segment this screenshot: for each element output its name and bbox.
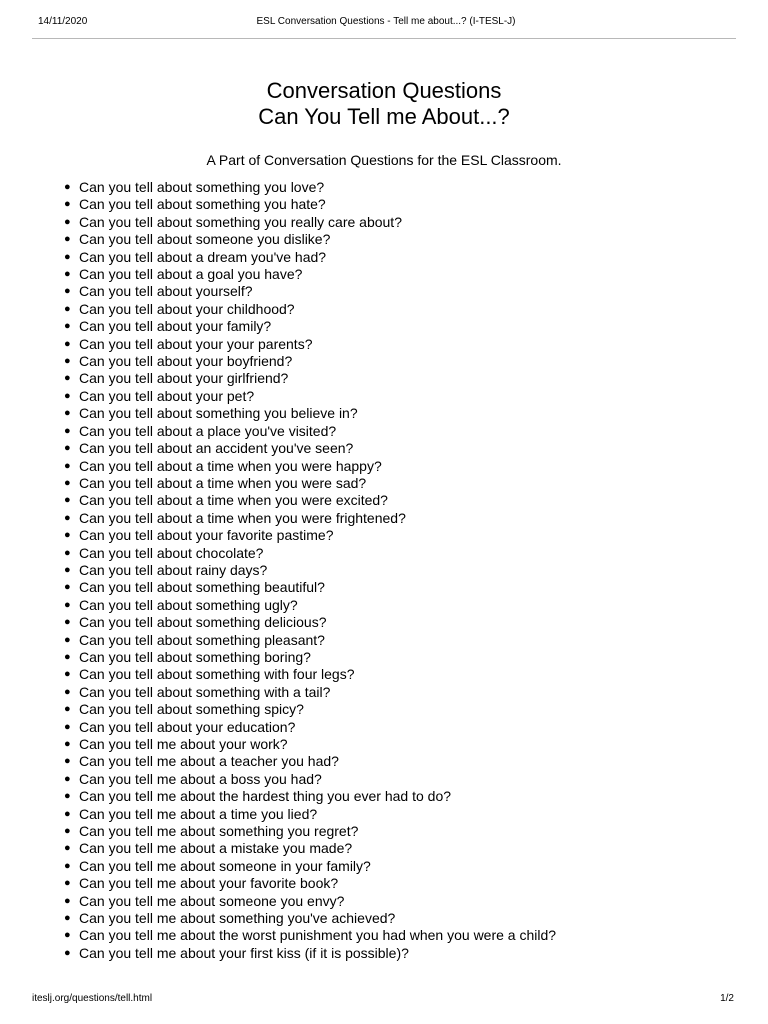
question-text: Can you tell about your girlfriend? xyxy=(79,370,289,387)
list-item xyxy=(64,231,768,248)
question-text: Can you tell me about something you've achieved? xyxy=(79,910,396,927)
question-text: Can you tell about something you really care about? xyxy=(79,213,402,230)
bullet-icon: ● xyxy=(64,825,71,838)
list-item xyxy=(64,318,768,335)
question-text: Can you tell about someone you dislike? xyxy=(79,231,331,248)
bullet-icon: ● xyxy=(64,859,71,872)
list-item xyxy=(64,492,768,509)
question-text: Can you tell me about your favorite book? xyxy=(79,875,339,892)
bullet-icon: ● xyxy=(64,511,71,524)
list-item xyxy=(64,457,768,475)
question-text: Can you tell about something with four legs? xyxy=(79,666,355,683)
list-item xyxy=(64,527,768,544)
list-item xyxy=(64,387,768,405)
question-text: Can you tell about yourself? xyxy=(79,283,253,300)
bullet-icon: ● xyxy=(64,616,71,629)
list-item xyxy=(64,509,768,527)
bullet-icon: ● xyxy=(64,633,71,646)
bullet-icon: ● xyxy=(64,529,71,542)
list-item xyxy=(64,823,768,840)
question-text: Can you tell about something beautiful? xyxy=(79,579,325,596)
question-text: Can you tell me about someone you envy? xyxy=(79,892,345,909)
question-text: Can you tell about a time when you were excited? xyxy=(79,492,388,509)
bullet-icon: ● xyxy=(64,476,71,489)
list-item xyxy=(64,561,768,579)
list-item xyxy=(64,701,768,718)
question-text: Can you tell me about a boss you had? xyxy=(79,770,322,787)
page-number: 1/2 xyxy=(720,993,734,1004)
print-date: 14/11/2020 xyxy=(38,16,88,27)
list-item xyxy=(64,335,768,353)
question-text: Can you tell about your education? xyxy=(79,718,296,735)
bullet-icon: ● xyxy=(64,250,71,263)
bullet-icon: ● xyxy=(64,668,71,681)
bullet-icon: ● xyxy=(64,598,71,611)
bullet-icon: ● xyxy=(64,407,71,420)
question-text: Can you tell about a goal you have? xyxy=(79,266,303,283)
print-header xyxy=(38,16,734,30)
question-text: Can you tell me about a teacher you had? xyxy=(79,753,339,770)
page-content xyxy=(0,78,768,962)
question-text: Can you tell about your childhood? xyxy=(79,300,295,317)
bullet-icon: ● xyxy=(64,302,71,315)
list-item xyxy=(64,736,768,753)
list-item xyxy=(64,579,768,596)
bullet-icon: ● xyxy=(64,285,71,298)
list-item xyxy=(64,283,768,300)
question-text: Can you tell about a dream you've had? xyxy=(79,248,327,265)
list-item xyxy=(64,370,768,387)
question-text: Can you tell me about the hardest thing you ever had to do? xyxy=(79,788,452,805)
bullet-icon: ● xyxy=(64,320,71,333)
list-item xyxy=(64,805,768,823)
list-item xyxy=(64,248,768,266)
question-text: Can you tell about something ugly? xyxy=(79,596,298,613)
bullet-icon: ● xyxy=(64,650,71,663)
list-item xyxy=(64,213,768,231)
question-text: Can you tell about something boring? xyxy=(79,648,311,665)
bullet-icon: ● xyxy=(64,337,71,350)
list-item xyxy=(64,300,768,318)
list-item xyxy=(64,266,768,283)
question-text: Can you tell about something you love? xyxy=(79,179,325,195)
question-text: Can you tell about something pleasant? xyxy=(79,631,325,648)
question-text: Can you tell about something delicious? xyxy=(79,614,327,631)
print-document-title: ESL Conversation Questions - Tell me about...? (I-TESL-J) xyxy=(256,16,516,27)
list-item xyxy=(64,353,768,370)
question-text: Can you tell about chocolate? xyxy=(79,544,264,561)
question-text: Can you tell me about a time you lied? xyxy=(79,805,318,822)
bullet-icon: ● xyxy=(64,894,71,907)
question-text: Can you tell me about the worst punishment you had when you were a child? xyxy=(79,927,557,944)
list-item xyxy=(64,944,768,962)
list-item xyxy=(64,544,768,562)
page-title-line-1: Conversation Questions xyxy=(266,78,502,103)
list-item xyxy=(64,666,768,683)
bullet-icon: ● xyxy=(64,389,71,402)
bullet-icon: ● xyxy=(64,372,71,385)
bullet-icon: ● xyxy=(64,790,71,803)
bullet-icon: ● xyxy=(64,268,71,281)
question-text: Can you tell about rainy days? xyxy=(79,561,268,578)
list-item xyxy=(64,892,768,910)
question-text: Can you tell me about your work? xyxy=(79,736,288,752)
question-text: Can you tell about a time when you were sad? xyxy=(79,474,367,491)
question-text: Can you tell about something with a tail? xyxy=(79,683,331,700)
bullet-icon: ● xyxy=(64,755,71,768)
header-divider xyxy=(32,38,736,39)
bullet-icon: ● xyxy=(64,355,71,368)
bullet-icon: ● xyxy=(64,546,71,559)
bullet-icon: ● xyxy=(64,424,71,437)
list-item xyxy=(64,683,768,701)
list-item xyxy=(64,179,768,196)
question-text: Can you tell me about something you regret? xyxy=(79,823,359,840)
question-text: Can you tell about a place you've visited? xyxy=(79,422,337,439)
list-item xyxy=(64,422,768,440)
list-item xyxy=(64,910,768,927)
question-text: Can you tell about something you hate? xyxy=(79,196,326,213)
question-text: Can you tell about something spicy? xyxy=(79,701,304,718)
list-item xyxy=(64,718,768,736)
list-item xyxy=(64,788,768,805)
question-text: Can you tell about a time when you were frightened? xyxy=(79,509,406,526)
question-text: Can you tell about a time when you were happy? xyxy=(79,457,382,474)
list-item xyxy=(64,770,768,788)
list-item xyxy=(64,196,768,213)
page-subtitle: A Part of Conversation Questions for the ESL Classroom. xyxy=(206,152,562,168)
list-item xyxy=(64,614,768,631)
question-list xyxy=(0,179,768,962)
bullet-icon: ● xyxy=(64,685,71,698)
bullet-icon: ● xyxy=(64,198,71,211)
list-item xyxy=(64,840,768,857)
bullet-icon: ● xyxy=(64,929,71,942)
bullet-icon: ● xyxy=(64,563,71,576)
list-item xyxy=(64,857,768,875)
bullet-icon: ● xyxy=(64,442,71,455)
question-text: Can you tell about something you believe in? xyxy=(79,405,358,422)
print-url: iteslj.org/questions/tell.html xyxy=(32,993,153,1004)
bullet-icon: ● xyxy=(64,772,71,785)
bullet-icon: ● xyxy=(64,233,71,246)
page-title-line-2: Can You Tell me About...? xyxy=(258,104,510,129)
list-item xyxy=(64,440,768,457)
page-title xyxy=(0,78,768,130)
list-item xyxy=(64,648,768,666)
list-item xyxy=(64,474,768,492)
bullet-icon: ● xyxy=(64,807,71,820)
bullet-icon: ● xyxy=(64,842,71,855)
bullet-icon: ● xyxy=(64,877,71,890)
bullet-icon: ● xyxy=(64,912,71,925)
question-text: Can you tell about your pet? xyxy=(79,387,255,404)
list-item xyxy=(64,927,768,944)
question-text: Can you tell about an accident you've seen? xyxy=(79,440,354,457)
bullet-icon: ● xyxy=(64,703,71,716)
bullet-icon: ● xyxy=(64,494,71,507)
list-item xyxy=(64,596,768,614)
list-item xyxy=(64,875,768,892)
bullet-icon: ● xyxy=(64,459,71,472)
question-text: Can you tell me about someone in your family? xyxy=(79,857,371,874)
print-footer xyxy=(32,993,734,1007)
bullet-icon: ● xyxy=(64,581,71,594)
bullet-icon: ● xyxy=(64,946,71,959)
question-text: Can you tell about your boyfriend? xyxy=(79,353,293,370)
list-item xyxy=(64,405,768,422)
list-item xyxy=(64,753,768,770)
bullet-icon: ● xyxy=(64,720,71,733)
question-text: Can you tell about your family? xyxy=(79,318,272,335)
list-item xyxy=(64,631,768,649)
bullet-icon: ● xyxy=(64,181,71,193)
bullet-icon: ● xyxy=(64,738,71,750)
question-text: Can you tell about your your parents? xyxy=(79,335,313,352)
bullet-icon: ● xyxy=(64,215,71,228)
question-text: Can you tell me about a mistake you made? xyxy=(79,840,353,857)
question-text: Can you tell me about your first kiss (if it is possible)? xyxy=(79,944,409,961)
question-text: Can you tell about your favorite pastime? xyxy=(79,527,334,544)
